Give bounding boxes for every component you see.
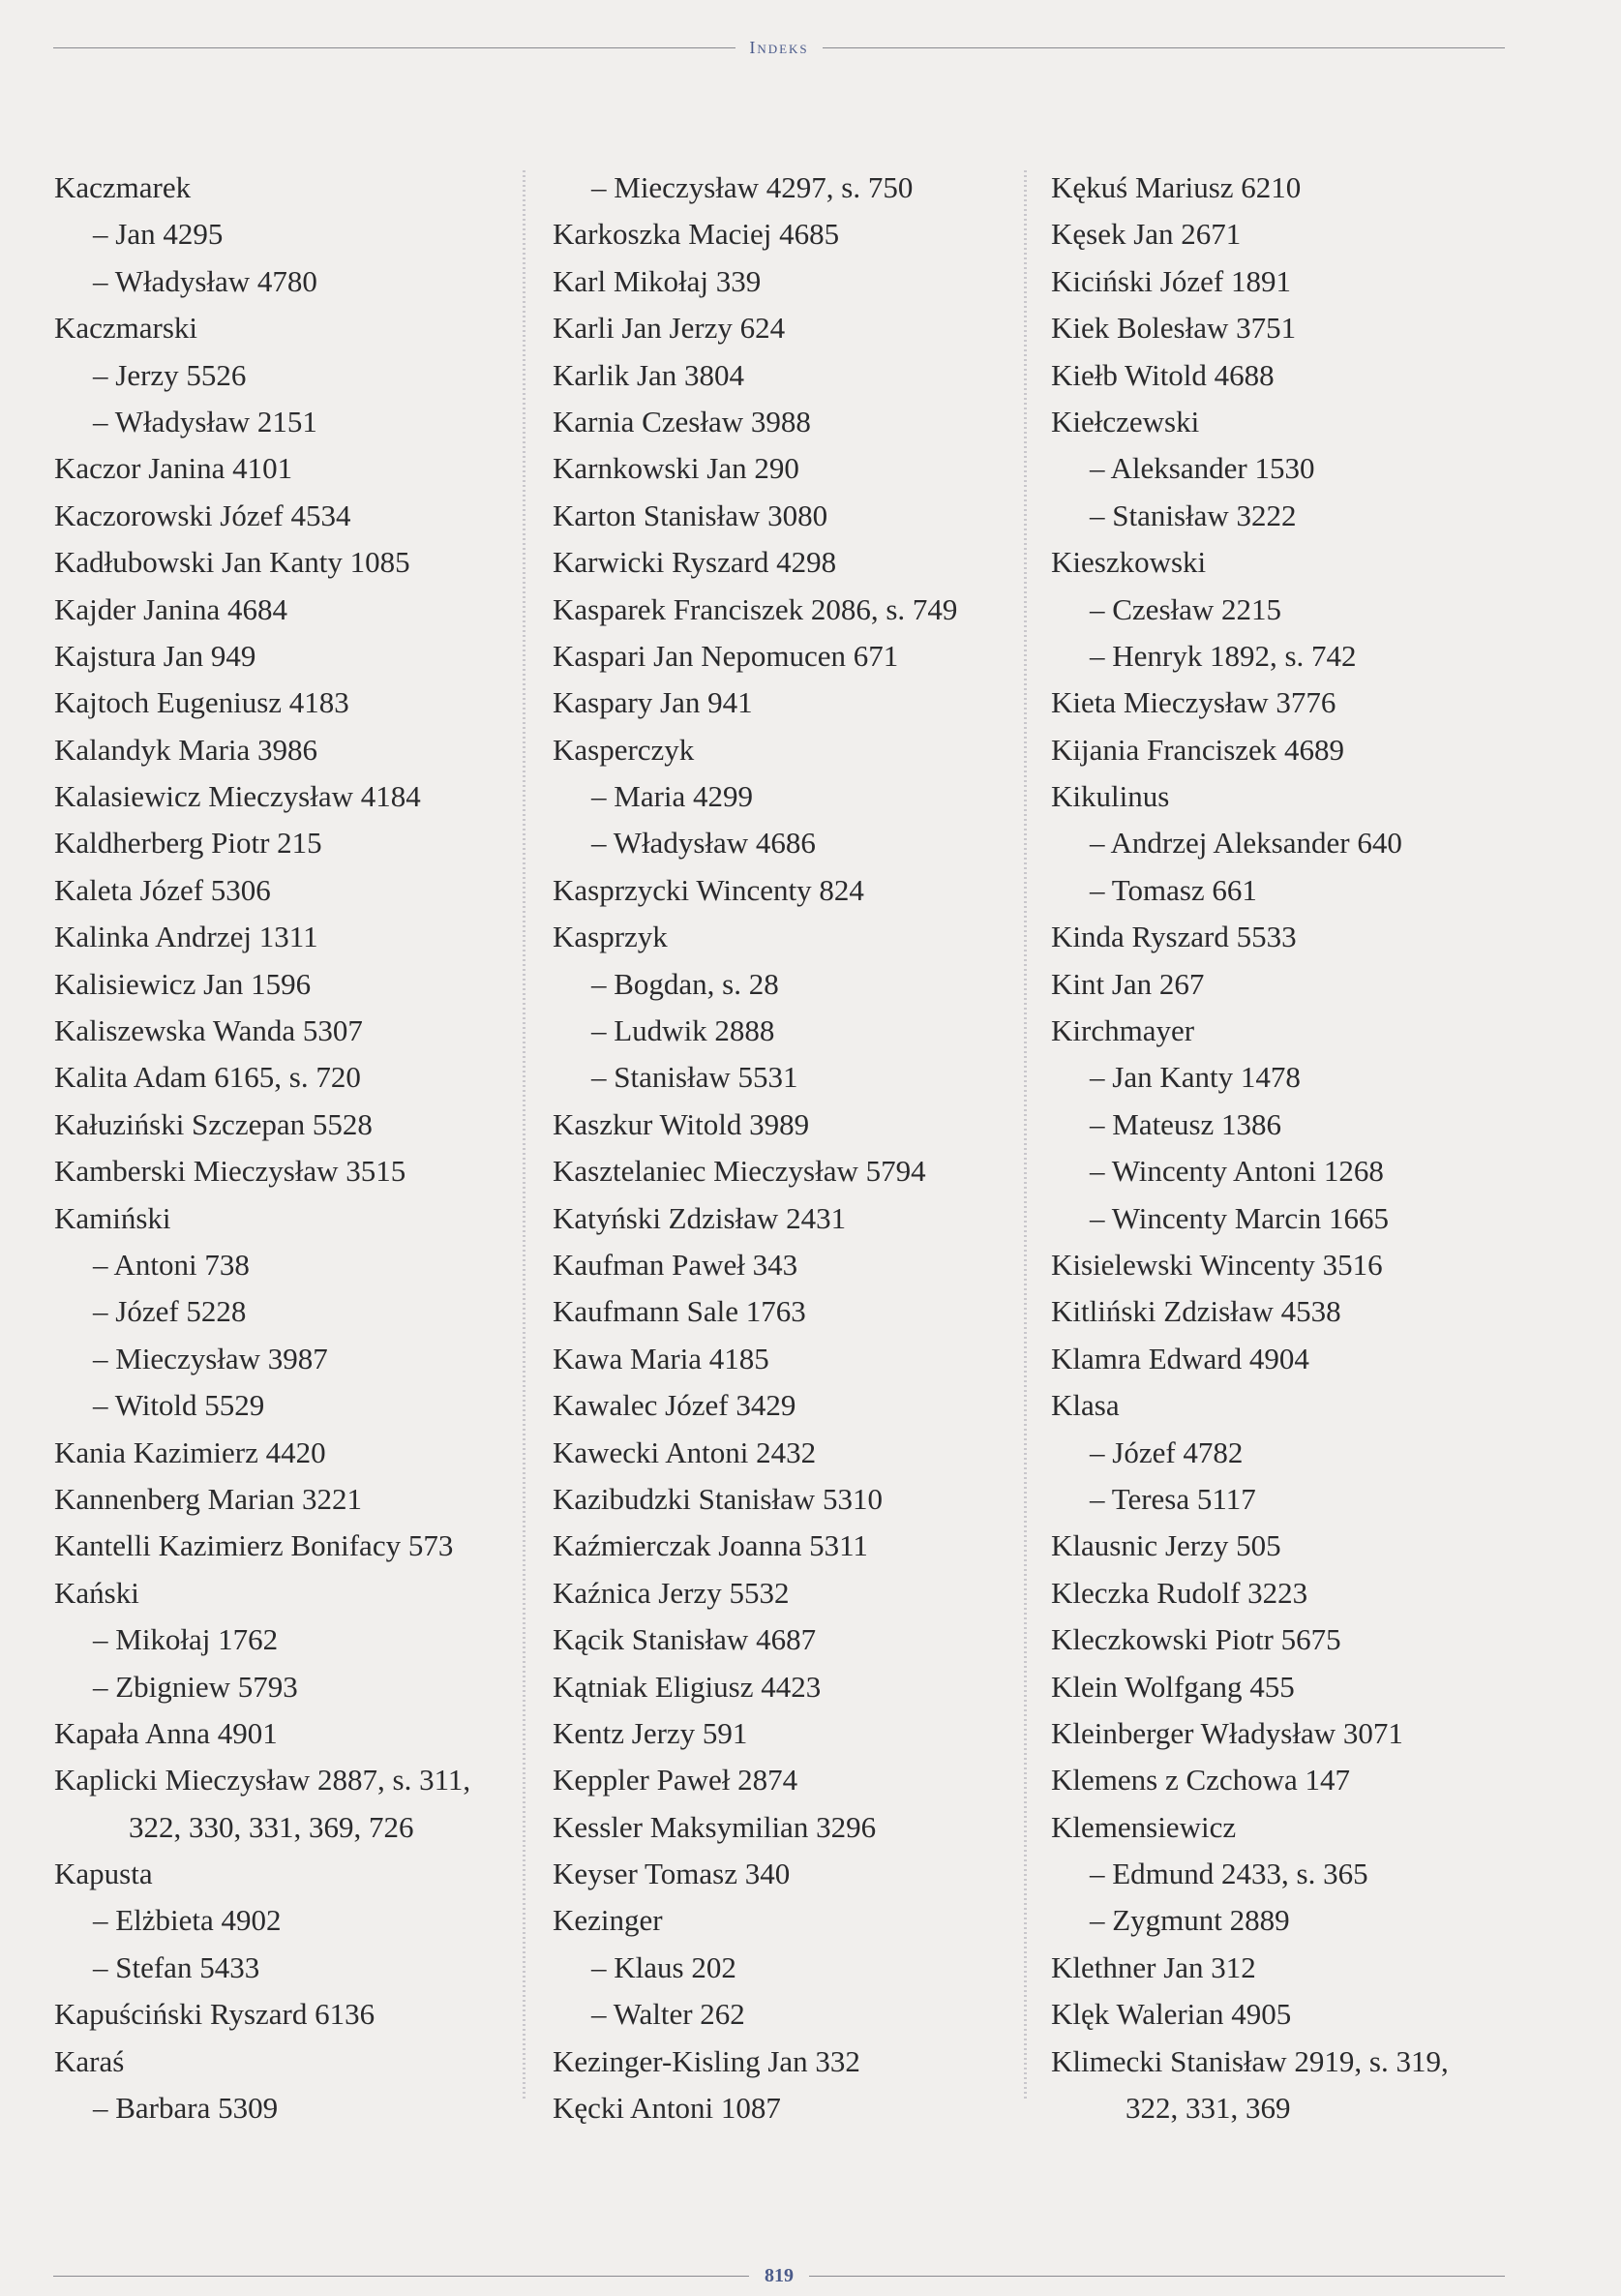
index-subentry: – Józef 4782 [1090, 1435, 1244, 1469]
index-entry-continuation: 322, 331, 369 [1126, 2091, 1291, 2126]
index-entry: Kaspary Jan 941 [553, 685, 753, 720]
index-entry: Kannenberg Marian 3221 [54, 1481, 362, 1516]
index-entry: Kałuziński Szczepan 5528 [54, 1106, 373, 1141]
index-entry: Kaufman Paweł 343 [553, 1247, 798, 1282]
index-entry: Kieta Mieczysław 3776 [1051, 685, 1336, 720]
index-entry: Klausnic Jerzy 505 [1051, 1528, 1281, 1563]
index-column-3 [1051, 165, 1525, 2131]
index-entry: Kessler Maksymilian 3296 [553, 1809, 877, 1844]
index-subentry: – Józef 5228 [93, 1294, 247, 1329]
index-entry: Karli Jan Jerzy 624 [553, 311, 786, 346]
index-entry: Kleinberger Władysław 3071 [1051, 1715, 1403, 1750]
index-entry: Kajstura Jan 949 [54, 638, 256, 673]
index-entry: Kapusta [54, 1857, 153, 1891]
index-entry: Kadłubowski Jan Kanty 1085 [54, 545, 410, 580]
column-separator [523, 170, 525, 2099]
index-column-1 [54, 165, 528, 2131]
index-entry: Kiciński Józef 1891 [1051, 263, 1291, 298]
index-subentry: – Andrzej Aleksander 640 [1090, 826, 1402, 861]
index-entry: Kaplicki Mieczysław 2887, s. 311, [54, 1763, 471, 1798]
index-entry: Kleczka Rudolf 3223 [1051, 1575, 1308, 1610]
index-entry: Kaczmarski [54, 311, 198, 346]
index-entry: Keppler Paweł 2874 [553, 1763, 798, 1798]
index-column-2 [553, 165, 1027, 2131]
index-entry: Katyński Zdzisław 2431 [553, 1200, 847, 1235]
index-entry: Keyser Tomasz 340 [553, 1857, 791, 1891]
index-entry: Klemens z Czchowa 147 [1051, 1763, 1351, 1798]
index-entry: Kiełb Witold 4688 [1051, 357, 1275, 392]
index-entry: Kaczorowski Józef 4534 [54, 498, 351, 532]
index-entry: Kamiński [54, 1200, 171, 1235]
index-entry: Kasprzycki Wincenty 824 [553, 872, 864, 907]
header-rule-left [53, 47, 735, 48]
index-entry: Klimecki Stanisław 2919, s. 319, [1051, 2043, 1449, 2078]
index-entry: Kawalec Józef 3429 [553, 1388, 796, 1423]
index-entry: Kint Jan 267 [1051, 966, 1205, 1001]
index-subentry: – Czesław 2215 [1090, 591, 1282, 626]
index-entry: Kitliński Zdzisław 4538 [1051, 1294, 1341, 1329]
index-entry: Kasperczyk [553, 732, 695, 767]
index-subentry: – Mikołaj 1762 [93, 1622, 279, 1657]
index-entry: Karlik Jan 3804 [553, 357, 745, 392]
index-subentry: – Tomasz 661 [1090, 872, 1257, 907]
index-entry: Kalinka Andrzej 1311 [54, 920, 318, 954]
index-entry: Kikulinus [1051, 779, 1170, 814]
header-rule-right [823, 47, 1505, 48]
index-subentry: – Stanisław 5531 [591, 1060, 798, 1095]
index-entry: Kalandyk Maria 3986 [54, 732, 318, 767]
index-subentry: – Aleksander 1530 [1090, 451, 1315, 486]
index-entry: Kazibudzki Stanisław 5310 [553, 1481, 883, 1516]
footer-rule-left [53, 2276, 749, 2277]
index-entry: Kaldherberg Piotr 215 [54, 826, 322, 861]
index-subentry: – Henryk 1892, s. 742 [1090, 638, 1357, 673]
index-entry: Kalita Adam 6165, s. 720 [54, 1060, 361, 1095]
index-subentry: – Bogdan, s. 28 [591, 966, 779, 1001]
running-head: Indeks [749, 37, 809, 57]
index-subentry: – Klaus 202 [591, 1949, 736, 1984]
index-entry: Kentz Jerzy 591 [553, 1715, 748, 1750]
index-entry: Kania Kazimierz 4420 [54, 1435, 326, 1469]
index-entry: Kijania Franciszek 4689 [1051, 732, 1345, 767]
index-subentry: – Mateusz 1386 [1090, 1106, 1282, 1141]
index-entry: Kaleta Józef 5306 [54, 872, 271, 907]
index-entry: Karaś [54, 2043, 125, 2078]
index-entry: Klęk Walerian 4905 [1051, 1997, 1292, 2032]
index-subentry: – Edmund 2433, s. 365 [1090, 1857, 1368, 1891]
index-subentry: – Stanisław 3222 [1090, 498, 1297, 532]
index-entry: Karwicki Ryszard 4298 [553, 545, 837, 580]
index-columns [54, 165, 1621, 2149]
index-entry: Kącik Stanisław 4687 [553, 1622, 817, 1657]
page-header [53, 31, 1505, 64]
index-entry: Kasztelaniec Mieczysław 5794 [553, 1154, 926, 1189]
index-entry: Kaszkur Witold 3989 [553, 1106, 810, 1141]
index-entry: Kamberski Mieczysław 3515 [54, 1154, 406, 1189]
index-entry: Kezinger-Kisling Jan 332 [553, 2043, 860, 2078]
index-entry: Kaufmann Sale 1763 [553, 1294, 806, 1329]
column-separator [1024, 170, 1027, 2099]
index-entry: Kasparek Franciszek 2086, s. 749 [553, 591, 958, 626]
index-entry: Kezinger [553, 1903, 663, 1938]
index-subentry: – Zbigniew 5793 [93, 1669, 298, 1704]
index-entry: Kiek Bolesław 3751 [1051, 311, 1297, 346]
index-subentry: – Elżbieta 4902 [93, 1903, 282, 1938]
index-entry: Kapuściński Ryszard 6136 [54, 1997, 375, 2032]
index-entry: Kański [54, 1575, 139, 1610]
index-entry: Kalasiewicz Mieczysław 4184 [54, 779, 421, 814]
index-entry-continuation: 322, 330, 331, 369, 726 [129, 1809, 414, 1844]
page-footer [53, 2261, 1505, 2290]
index-entry: Kirchmayer [1051, 1013, 1195, 1048]
page-number: 819 [765, 2264, 794, 2286]
index-entry: Kaźmierczak Joanna 5311 [553, 1528, 868, 1563]
index-entry: Klasa [1051, 1388, 1120, 1423]
index-subentry: – Wincenty Antoni 1268 [1090, 1154, 1384, 1189]
index-entry: Klemensiewicz [1051, 1809, 1237, 1844]
index-entry: Kaczmarek [54, 170, 192, 204]
index-subentry: – Mieczysław 4297, s. 750 [591, 170, 914, 204]
index-entry: Karton Stanisław 3080 [553, 498, 828, 532]
index-subentry: – Teresa 5117 [1090, 1481, 1256, 1516]
index-entry: Kaźnica Jerzy 5532 [553, 1575, 790, 1610]
index-entry: Kleczkowski Piotr 5675 [1051, 1622, 1341, 1657]
index-entry: Klein Wolfgang 455 [1051, 1669, 1295, 1704]
index-entry: Kawecki Antoni 2432 [553, 1435, 817, 1469]
index-entry: Kaczor Janina 4101 [54, 451, 293, 486]
index-entry: Karnkowski Jan 290 [553, 451, 799, 486]
index-entry: Kisielewski Wincenty 3516 [1051, 1247, 1383, 1282]
index-entry: Kątniak Eligiusz 4423 [553, 1669, 822, 1704]
index-entry: Kajder Janina 4684 [54, 591, 288, 626]
index-subentry: – Antoni 738 [93, 1247, 250, 1282]
index-entry: Kantelli Kazimierz Bonifacy 573 [54, 1528, 454, 1563]
index-entry: Kaspari Jan Nepomucen 671 [553, 638, 899, 673]
index-subentry: – Jan 4295 [93, 217, 224, 252]
index-subentry: – Stefan 5433 [93, 1949, 260, 1984]
index-subentry: – Zygmunt 2889 [1090, 1903, 1290, 1938]
index-entry: Kaliszewska Wanda 5307 [54, 1013, 363, 1048]
index-entry: Kawa Maria 4185 [553, 1341, 769, 1375]
index-subentry: – Jerzy 5526 [93, 357, 247, 392]
index-entry: Kęcki Antoni 1087 [553, 2091, 781, 2126]
index-subentry: – Witold 5529 [93, 1388, 265, 1423]
index-subentry: – Wincenty Marcin 1665 [1090, 1200, 1389, 1235]
footer-rule-right [809, 2276, 1505, 2277]
index-subentry: – Mieczysław 3987 [93, 1341, 328, 1375]
index-subentry: – Maria 4299 [591, 779, 754, 814]
index-entry: Klethner Jan 312 [1051, 1949, 1256, 1984]
index-entry: Karkoszka Maciej 4685 [553, 217, 840, 252]
index-entry: Kalisiewicz Jan 1596 [54, 966, 312, 1001]
index-entry: Karnia Czesław 3988 [553, 404, 811, 438]
index-subentry: – Władysław 4686 [591, 826, 816, 861]
index-entry: Kajtoch Eugeniusz 4183 [54, 685, 349, 720]
index-entry: Kiełczewski [1051, 404, 1200, 438]
index-entry: Kieszkowski [1051, 545, 1207, 580]
index-entry: Kęsek Jan 2671 [1051, 217, 1242, 252]
index-entry: Klamra Edward 4904 [1051, 1341, 1309, 1375]
index-subentry: – Władysław 2151 [93, 404, 317, 438]
index-entry: Kasprzyk [553, 920, 668, 954]
index-subentry: – Walter 262 [591, 1997, 745, 2032]
index-subentry: – Jan Kanty 1478 [1090, 1060, 1301, 1095]
index-entry: Kapała Anna 4901 [54, 1715, 278, 1750]
index-entry: Kinda Ryszard 5533 [1051, 920, 1297, 954]
index-entry: Karl Mikołaj 339 [553, 263, 762, 298]
index-subentry: – Barbara 5309 [93, 2091, 279, 2126]
index-subentry: – Ludwik 2888 [591, 1013, 775, 1048]
index-entry: Kękuś Mariusz 6210 [1051, 170, 1302, 204]
index-subentry: – Władysław 4780 [93, 263, 317, 298]
